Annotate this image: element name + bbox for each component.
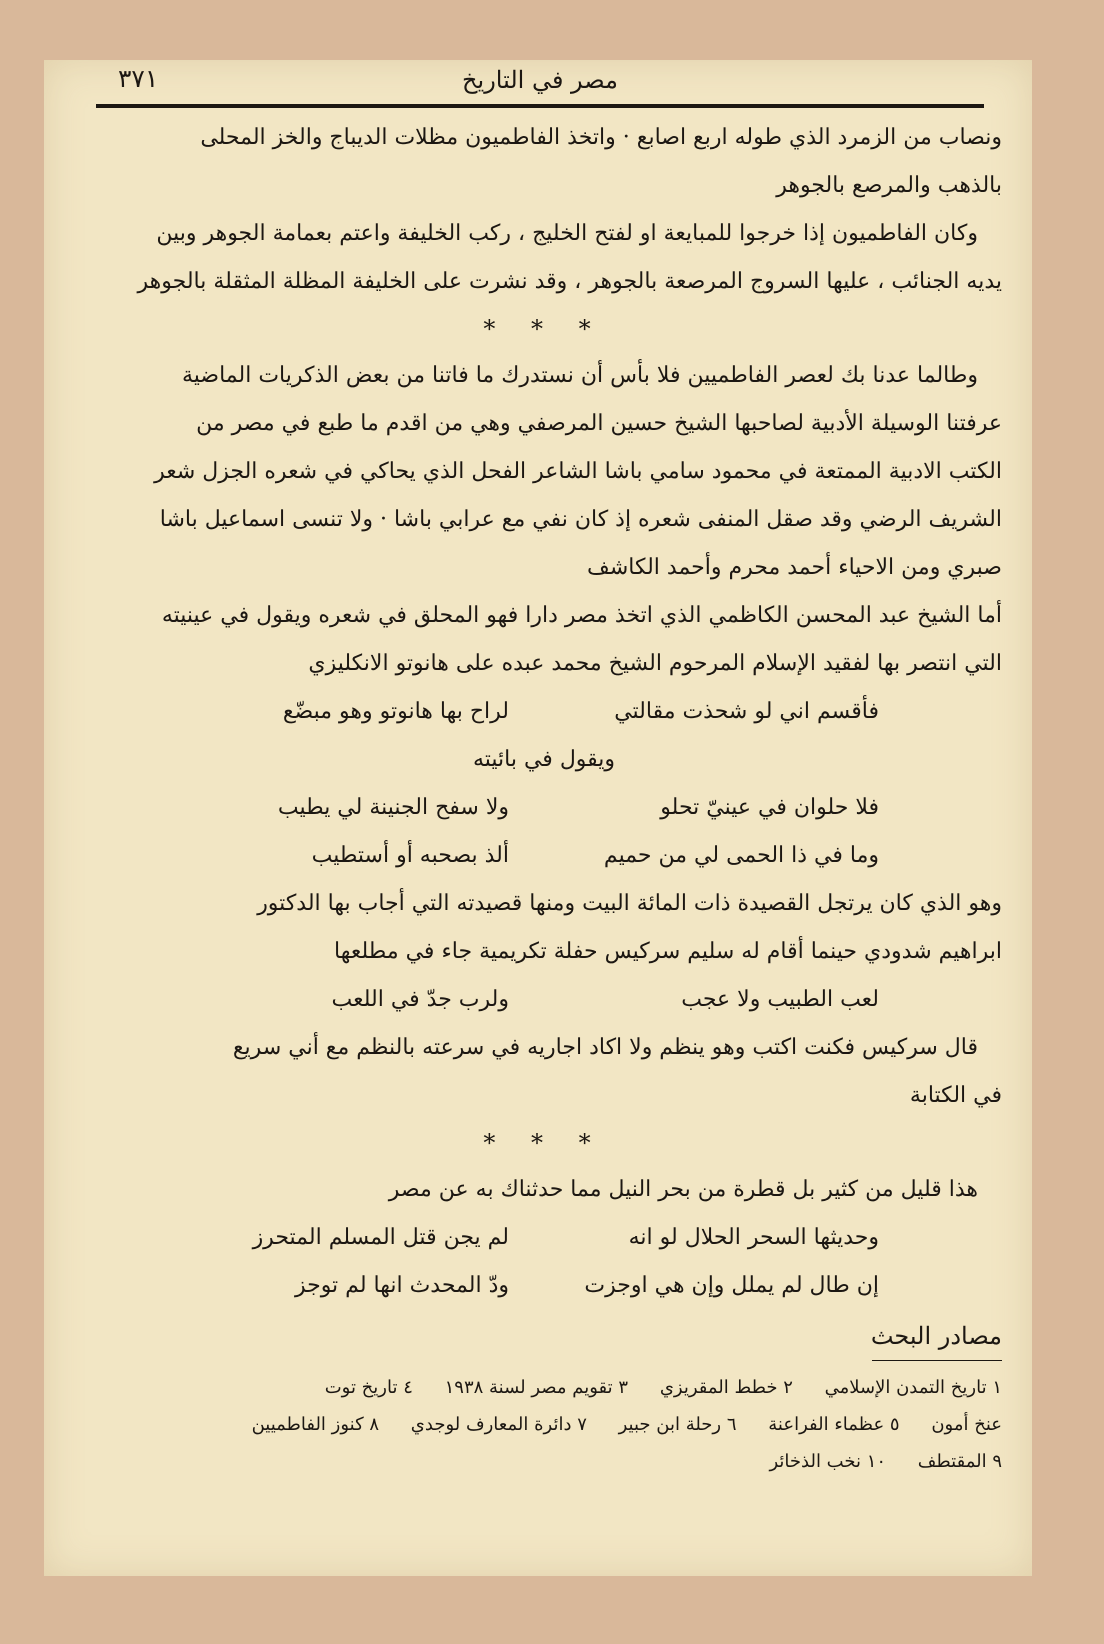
poem-verse <box>86 784 1002 832</box>
text-line: الشريف الرضي وقد صقل المنفى شعره إذ كان نفي مع عرابي باشا · ولا تنسى اسماعيل باشا <box>159 507 1002 532</box>
sources-list <box>86 1369 1002 1480</box>
text-line: صبري ومن الاحياء أحمد محرم وأحمد الكاشف <box>587 555 1002 580</box>
verse-second-hemistich: ألذ بصحبه أو أستطيب <box>311 843 509 868</box>
sources-rule <box>872 1360 1002 1361</box>
verse-second-hemistich: ولرب جدّ في اللعب <box>331 987 509 1012</box>
text-line: هذا قليل من كثير بل قطرة من بحر النيل مما حدثناك به عن مصر <box>388 1177 978 1202</box>
verse-second-hemistich: لم يجن قتل المسلم المتحرز <box>252 1225 509 1250</box>
verse-second-hemistich: ولا سفح الجنينة لي يطيب <box>277 795 509 820</box>
source-entry: ٢ خطط المقريزي <box>659 1377 793 1398</box>
text-line: يديه الجنائب ، عليها السروج المرصعة بالجوهر ، وقد نشرت على الخليفة المظلة المثقلة بالجوهر <box>137 269 1002 294</box>
source-entry: ٥ عظماء الفراعنة <box>768 1414 900 1435</box>
text-line: ونصاب من الزمرد الذي طوله اربع اصابع · واتخذ الفاطميون مظلات الديباج والخز المحلى <box>200 125 1002 150</box>
verse-second-hemistich: لراح بها هانوتو وهو مبضّع <box>282 699 509 724</box>
paragraph-conclusion <box>86 1166 1002 1214</box>
verse-first-hemistich: فلا حلوان في عينيّ تحلو <box>660 795 879 820</box>
verse-intro: ويقول في بائيته <box>472 747 616 772</box>
page-body <box>86 114 1002 1480</box>
header-rule <box>96 104 984 108</box>
verse-second-hemistich: ودّ المحدث انها لم توجز <box>294 1273 509 1298</box>
source-entry: ١ تاريخ التمدن الإسلامي <box>824 1377 1002 1398</box>
poem-verse <box>86 1262 1002 1310</box>
text-line: بالذهب والمرصع بالجوهر <box>776 173 1002 198</box>
source-entry: ٣ تقويم مصر لسنة ١٩٣٨ <box>444 1377 629 1398</box>
paragraph-fatimid-procession <box>86 210 1002 306</box>
verse-first-hemistich: وما في ذا الحمى لي من حميم <box>603 843 879 868</box>
source-entry: ١٠ نخب الذخائر <box>769 1451 887 1472</box>
source-entry: ٤ تاريخ توت <box>324 1377 413 1398</box>
paragraph-improvisation <box>86 880 1002 976</box>
book-page <box>44 60 1032 1576</box>
sources-row <box>86 1406 1002 1443</box>
running-title: مصر في التاريخ <box>462 66 618 94</box>
page-number: ٣٧١ <box>118 64 159 93</box>
source-entry: ٩ المقتطف <box>917 1451 1002 1472</box>
paragraph-fatimid-treasures <box>86 114 1002 210</box>
paragraph-sarkis <box>86 1024 1002 1120</box>
poem-verse <box>86 1214 1002 1262</box>
verse-first-hemistich: إن طال لم يملل وإن هي اوجزت <box>584 1273 879 1298</box>
section-separator: * * * <box>483 1129 605 1157</box>
verse-first-hemistich: وحديثها السحر الحلال لو انه <box>628 1225 879 1250</box>
verse-first-hemistich: لعب الطبيب ولا عجب <box>681 987 879 1012</box>
poem-verse <box>86 976 1002 1024</box>
text-line: التي انتصر بها لفقيد الإسلام المرحوم الشيخ محمد عبده على هانوتو الانكليزي <box>308 651 1002 676</box>
paragraph-literary-memories <box>86 352 1002 592</box>
text-line: عرفتنا الوسيلة الأدبية لصاحبها الشيخ حسين المرصفي وهي من اقدم ما طبع في مصر من <box>196 411 1002 436</box>
text-line: أما الشيخ عبد المحسن الكاظمي الذي اتخذ مصر دارا فهو المحلق في شعره ويقول في عينيته <box>161 603 1002 628</box>
sources-row <box>86 1443 1002 1480</box>
source-entry: ٦ رحلة ابن جبير <box>618 1414 737 1435</box>
text-line: وطالما عدنا بك لعصر الفاطميين فلا بأس أن نستدرك ما فاتنا من بعض الذكريات الماضية <box>181 363 978 388</box>
source-entry: عنخ أمون <box>931 1414 1002 1435</box>
paragraph-kadhimi <box>86 592 1002 688</box>
text-line: في الكتابة <box>909 1083 1002 1108</box>
text-line: الكتب الادبية الممتعة في محمود سامي باشا الشاعر الفحل الذي يحاكي في شعره الجزل شعر <box>154 459 1002 484</box>
poem-verse <box>86 832 1002 880</box>
page-header <box>96 62 984 102</box>
source-entry: ٨ كنوز الفاطميين <box>251 1414 380 1435</box>
text-line: ابراهيم شدودي حينما أقام له سليم سركيس حفلة تكريمية جاء في مطلعها <box>334 939 1002 964</box>
source-entry: ٧ دائرة المعارف لوجدي <box>410 1414 587 1435</box>
text-line: قال سركيس فكنت اكتب وهو ينظم ولا اكاد اجاريه في سرعته بالنظم مع أني سريع <box>232 1035 978 1060</box>
sources-title: مصادر البحث <box>870 1322 1002 1350</box>
poem-verse <box>86 688 1002 736</box>
verse-first-hemistich: فأقسم اني لو شحذت مقالتي <box>614 699 879 724</box>
sources-row <box>86 1369 1002 1406</box>
text-line: وكان الفاطميون إذا خرجوا للمبايعة او لفتح الخليج ، ركب الخليفة واعتم بعمامة الجوهر وبين <box>156 221 978 246</box>
section-separator: * * * <box>483 315 605 343</box>
text-line: وهو الذي كان يرتجل القصيدة ذات المائة البيت ومنها قصيدته التي أجاب بها الدكتور <box>257 891 1002 916</box>
